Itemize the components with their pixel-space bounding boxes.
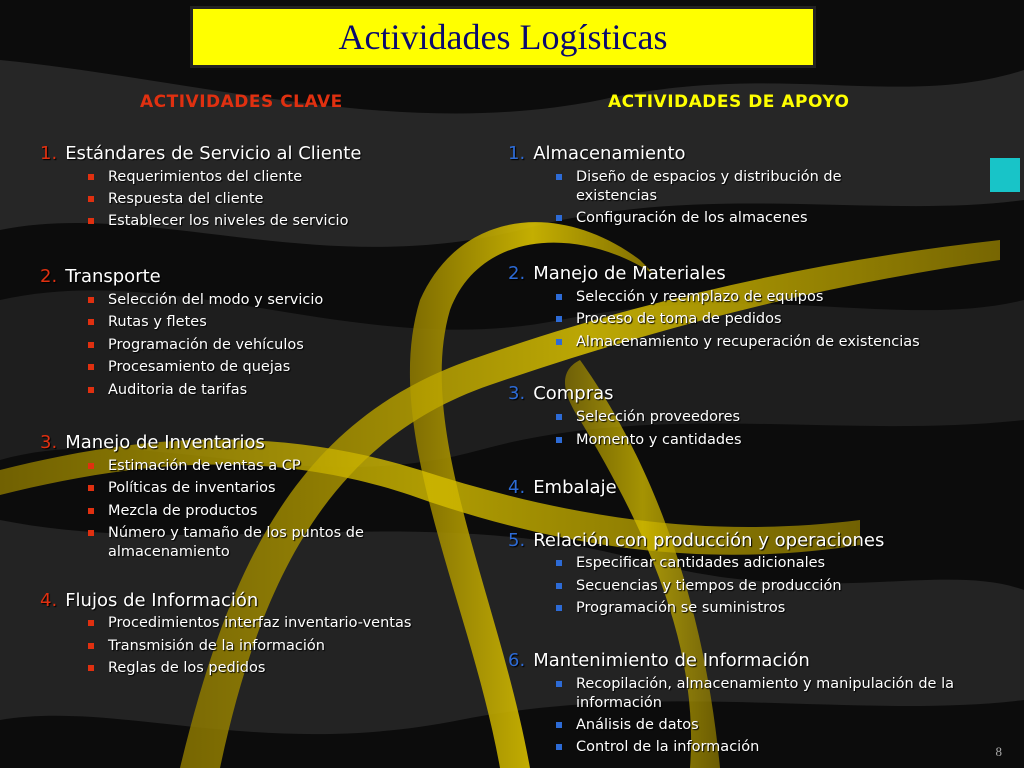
- list-item: Recopilación, almacenamiento y manipulación de la información: [576, 675, 976, 713]
- section-title: 3. Compras: [508, 383, 614, 404]
- list-item: Reglas de los pedidos: [108, 659, 265, 678]
- list-item: Momento y cantidades: [576, 431, 742, 450]
- list-item: Almacenamiento y recuperación de existencias: [576, 333, 920, 352]
- section-title: 4. Flujos de Información: [40, 590, 259, 611]
- list-item: Mezcla de productos: [108, 502, 257, 521]
- title-banner: [190, 6, 816, 68]
- list-item: Respuesta del cliente: [108, 190, 263, 209]
- list-item: Selección proveedores: [576, 408, 740, 427]
- left-column-heading: ACTIVIDADES CLAVE: [140, 92, 343, 112]
- list-item: Procedimientos interfaz inventario-ventas: [108, 614, 411, 633]
- list-item: Políticas de inventarios: [108, 479, 276, 498]
- list-item: Especificar cantidades adicionales: [576, 554, 825, 573]
- list-item: Programación se suministros: [576, 599, 785, 618]
- page-title: Actividades Logísticas: [338, 17, 668, 57]
- list-item: Programación de vehículos: [108, 336, 304, 355]
- list-item: Establecer los niveles de servicio: [108, 212, 348, 231]
- page-number: 8: [995, 744, 1002, 759]
- section-title: 1. Estándares de Servicio al Cliente: [40, 143, 362, 164]
- list-item: Rutas y fletes: [108, 313, 207, 332]
- list-item: Procesamiento de quejas: [108, 358, 290, 377]
- list-item: Selección y reemplazo de equipos: [576, 288, 823, 307]
- list-item: Selección del modo y servicio: [108, 291, 323, 310]
- list-item: Secuencias y tiempos de producción: [576, 577, 842, 596]
- section-title: 6. Mantenimiento de Información: [508, 650, 810, 671]
- list-item: Estimación de ventas a CP: [108, 457, 301, 476]
- list-item: Requerimientos del cliente: [108, 168, 302, 187]
- list-item: Número y tamaño de los puntos de almacenamiento: [108, 524, 438, 562]
- list-item: Transmisión de la información: [108, 637, 325, 656]
- list-item: Configuración de los almacenes: [576, 209, 808, 228]
- section-title: 2. Transporte: [40, 266, 161, 287]
- section-title: 3. Manejo de Inventarios: [40, 432, 265, 453]
- list-item: Proceso de toma de pedidos: [576, 310, 782, 329]
- section-title: 5. Relación con producción y operaciones: [508, 530, 885, 551]
- section-title: 1. Almacenamiento: [508, 143, 686, 164]
- section-title: 2. Manejo de Materiales: [508, 263, 726, 284]
- list-item: Análisis de datos: [576, 716, 699, 735]
- right-column-heading: ACTIVIDADES DE APOYO: [608, 92, 850, 112]
- list-item: Diseño de espacios y distribución de existencias: [576, 168, 906, 206]
- list-item: Auditoria de tarifas: [108, 381, 247, 400]
- section-title: 4. Embalaje: [508, 477, 617, 498]
- list-item: Control de la información: [576, 738, 759, 757]
